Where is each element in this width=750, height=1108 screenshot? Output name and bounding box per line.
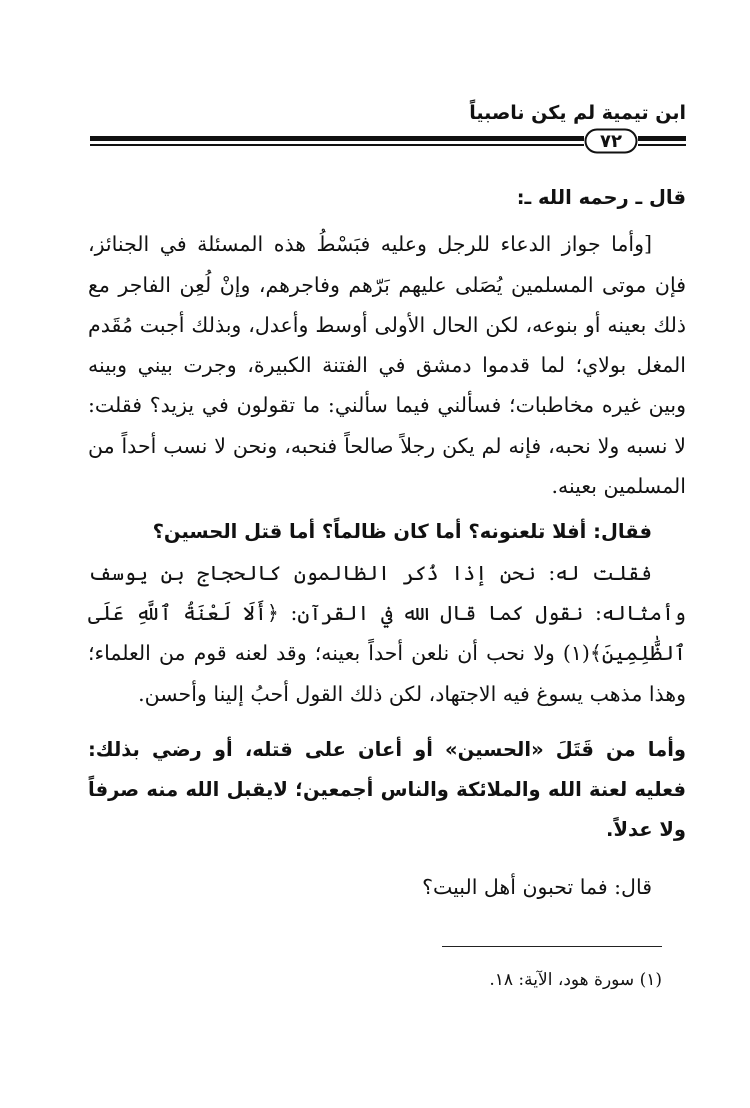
paragraph-ruling: وأما من قَتَلَ «الحسين» أو أعان على قتله، أو رضي بذلك: فعليه لعنة الله والملائكة والناس أجمعين؛ لايقبل الله منه صرفاً ولا عدلاً. (88, 737, 686, 842)
page-number-badge (584, 128, 638, 154)
footnote-separator (442, 946, 662, 947)
paragraph-question: فقال: أفلا تلعنونه؟ أما كان ظالماً؟ أما قتل الحسين؟ (152, 520, 652, 544)
running-title: ابن تيمية لم يكن ناصبياً (469, 102, 686, 124)
footnote: (١) سورة هود، الآية: ١٨. (489, 970, 662, 990)
paragraph-quote: [وأما جواز الدعاء للرجل وعليه فبَسْطُ هذه المسئلة في الجنائز، فإن موتى المسلمين يُصَلى عليهم بَرّهم وفاجرهم، وإنْ لُعِن الفاجر مع ذلك بعينه أو بنوعه، لكن الحال الأولى أوسط وأعدل، وبذلك أجبت مُقَدم المغل بولاي؛ لما قدموا دمشق في الفتنة الكبيرة، وجرت بيني وبينه وبين غيره مخاطبات؛ فسألني فيما سألني: ما تقولون في يزيد؟ فقلت: لا نسبه ولا نحبه، فإنه لم يكن رجلاً صالحاً فنحبه، ونحن لا نسب أحداً من المسلمين بعينه. (88, 232, 686, 499)
paragraph-answer: فقلت له: نحن إذا ذُكر الظالمون كالحجاج بن يوسف وأمثاله: نقول كما قال الله في القرآن: ﴿أَلَا لَعْنَةُ ٱللَّهِ عَلَى ٱلظَّٰلِمِينَ﴾(١) ولا نحب أن نلعن أحداً بعينه؛ وقد لعنه قوم من العلماء؛ وهذا مذهب يسوغ فيه الاجتهاد، لكن ذلك القول أحبُ إلينا وأحسن. (88, 560, 686, 706)
speaker-intro: قال ـ رحمه الله ـ: (516, 186, 686, 209)
page-number: ٧٢ (600, 130, 622, 152)
paragraph-final-question: قال: فما تحبون أهل البيت؟ (422, 874, 652, 899)
page-body (88, 178, 686, 907)
page-header (90, 98, 686, 168)
